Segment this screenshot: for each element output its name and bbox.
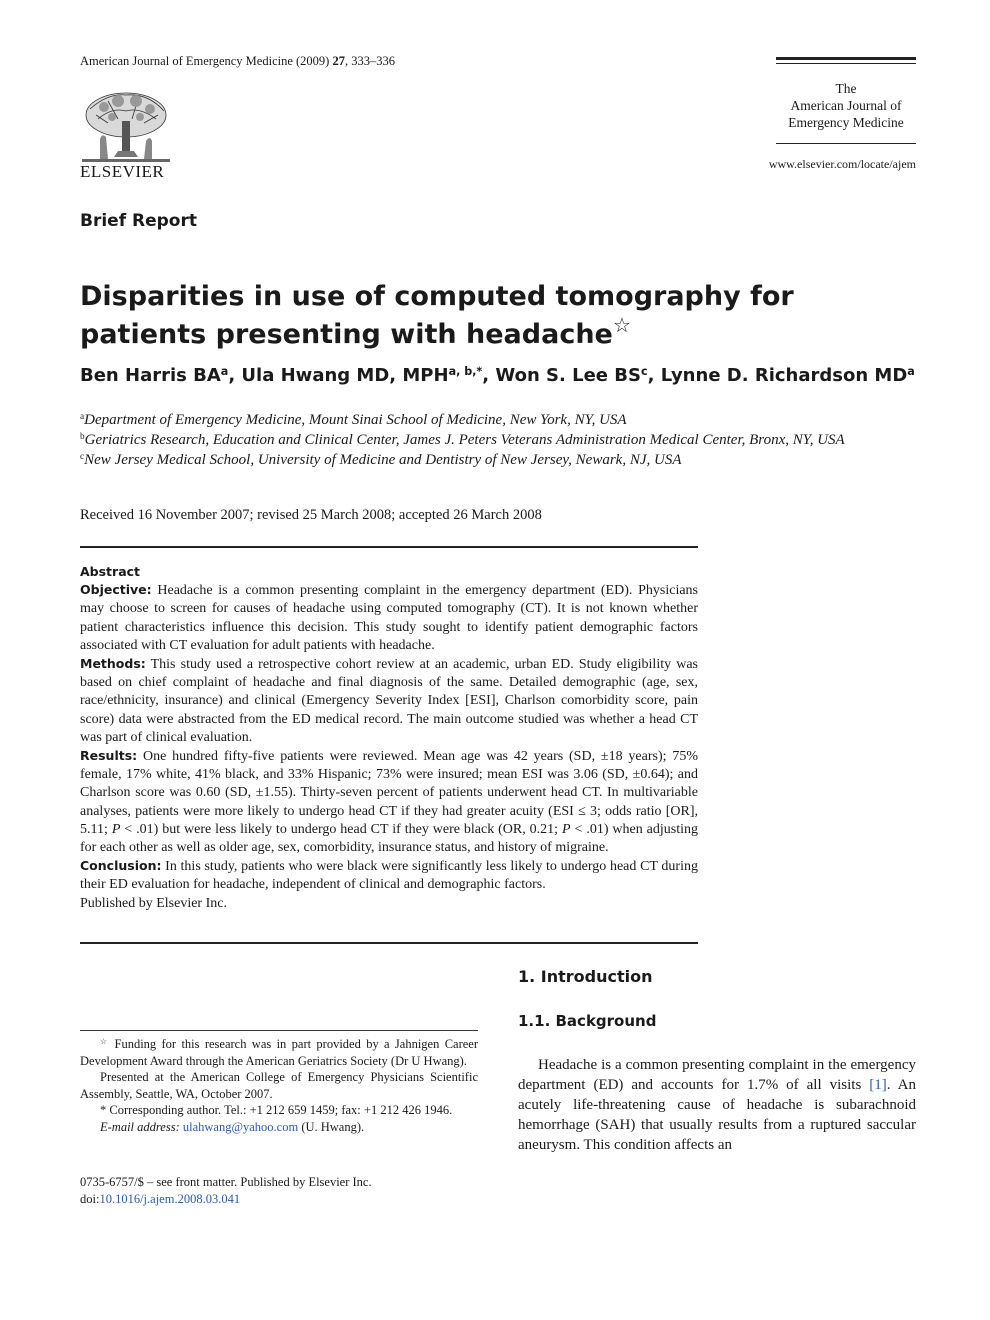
abstract: [80, 563, 698, 913]
subsection-heading-background: 1.1. Background: [518, 1012, 657, 1030]
star-icon: ☆: [100, 1036, 110, 1046]
abstract-objective: Objective: Headache is a common presenting complaint in the emergency department (ED). Physicians may choose to screen for causes of headache using computed tomography (CT). It is not known whether patient characteristics influence this decision. This study sought to identify patient demographic factors associated with CT evaluation for adult patients with headache.: [80, 582, 698, 653]
author-affil-mark[interactable]: a, b,*: [448, 364, 483, 378]
copyright-line: 0735-6757/$ – see front matter. Published by Elsevier Inc.: [80, 1175, 372, 1189]
article-title: Disparities in use of computed tomography for patients presenting with headache☆: [80, 281, 794, 350]
affiliation-item: $^c$New Jersey Medical School, University of Medicine and Dentistry of New Jersey, Newark, NJ, USA: [80, 451, 682, 468]
abstract-methods: Methods: This study used a retrospective cohort review at an academic, urban ED. Study eligibility was based on chief complaint of headache and final diagnosis of the same. Detailed demographic (age, sex, race/ethnicity, insurance) and clinical (Emergency Severity Index [ESI], Charlson comorbidity score, pain score) data were abstracted from the ED medical record. The main outcome studied was whether a head CT was part of clinical evaluation.: [80, 656, 698, 745]
publisher-name: ELSEVIER: [80, 162, 165, 181]
footnote-funding: ☆ Funding for this research was in part provided by a Jahnigen Career Development Award through the American Geriatrics Society (Dr U Hwang).: [80, 1036, 478, 1068]
footnote-corresponding: * Corresponding author. Tel.: +1 212 659 1459; fax: +1 212 426 1946.: [100, 1103, 453, 1117]
section-heading-introduction: 1. Introduction: [518, 967, 653, 986]
footnotes: [80, 1036, 478, 1135]
doi-link[interactable]: 10.1016/j.ajem.2008.03.041: [99, 1192, 241, 1206]
affiliation-item: $^a$Department of Emergency Medicine, Mount Sinai School of Medicine, New York, NY, USA: [80, 411, 627, 428]
author-affil-mark[interactable]: a: [907, 364, 915, 378]
author-name: Won S. Lee BS: [495, 365, 641, 386]
author-affil-mark[interactable]: a: [220, 364, 229, 378]
abstract-publisher-note: Published by Elsevier Inc.: [80, 895, 227, 911]
journal-citation: American Journal of Emergency Medicine (2009) 27, 333–336: [80, 54, 395, 68]
star-icon[interactable]: ☆: [612, 312, 632, 337]
journal-name-line3: Emergency Medicine: [788, 115, 904, 130]
journal-name-line2: American Journal of: [790, 98, 902, 113]
author-name: Lynne D. Richardson MD: [660, 365, 908, 386]
journal-name-line1: The: [835, 81, 857, 96]
footnote-presented: Presented at the American College of Emergency Physicians Scientific Assembly, Seattle, WA, October 2007.: [80, 1070, 478, 1101]
affiliation-item: $^b$Geriatrics Research, Education and Clinical Center, James J. Peters Veterans Administration Medical Center, Bronx, NY, USA: [80, 431, 845, 448]
affiliations: [80, 410, 860, 470]
abstract-conclusion: Conclusion: In this study, patients who were black were significantly less likely to undergo head CT during their ED evaluation for headache, independent of clinical and demographic factors.: [80, 858, 698, 893]
author-name: Ula Hwang MD, MPH: [241, 365, 449, 386]
journal-url[interactable]: www.elsevier.com/locate/ajem: [768, 157, 916, 171]
journal-rule-bottom: [776, 143, 916, 144]
doi-line: doi:10.1016/j.ajem.2008.03.041: [80, 1192, 241, 1206]
footnote-email: E-mail address: ulahwang@yahoo.com (U. Hwang).: [100, 1119, 365, 1134]
author-name: Ben Harris BA: [80, 365, 221, 386]
introduction-paragraph: Headache is a common presenting complaint in the emergency department (ED) and accounts for 1.7% of all visits [1]. An acutely life-threatening cause of headache is subarachnoid hemorrhage (SAH) that usually results from a ruptured saccular aneurysm. This condition affects an: [518, 1057, 916, 1153]
journal-rule-thin: [776, 63, 916, 64]
author-list: Ben Harris $BA^a$, Ula Hwang MD, $MPH^{a, b,*}$, Won S. Lee $BS^c$, Lynne D. Richardson $MD^a$: [80, 364, 915, 386]
abstract-rule-bottom: [80, 942, 698, 944]
email-link[interactable]: ulahwang@yahoo.com: [182, 1119, 299, 1134]
copyright-block: [80, 1174, 372, 1208]
journal-rule-top: [776, 57, 916, 60]
journal-name: [776, 80, 916, 131]
article-type: Brief Report: [80, 211, 197, 231]
received-dates: Received 16 November 2007; revised 25 March 2008; accepted 26 March 2008: [80, 507, 542, 523]
footnote-rule: [80, 1030, 478, 1031]
author-affil-mark[interactable]: c: [640, 364, 648, 378]
reference-link[interactable]: [1]: [869, 1077, 887, 1093]
abstract-results: Results: One hundred fifty-five patients were reviewed. Mean age was 42 years (SD, ±18 years); 75% female, 17% white, 41% black, and 33% Hispanic; 73% were insured; mean ESI was 3.06 (SD, ±0.64); and Charlson score was 0.60 (SD, ±1.55). Thirty-seven percent of patients underwent head CT. In multivariable analyses, patients were more likely to undergo head CT if they had greater acuity (ESI ≤ 3; odds ratio [OR], 5.11; P < .01) but were less likely to undergo head CT if they were black (OR, 0.21; P < .01) when adjusting for each other as well as older age, sex, comorbidity, insurance status, and history of migraine.: [80, 748, 699, 856]
abstract-heading: Abstract: [80, 564, 141, 579]
abstract-rule-top: [80, 546, 698, 548]
